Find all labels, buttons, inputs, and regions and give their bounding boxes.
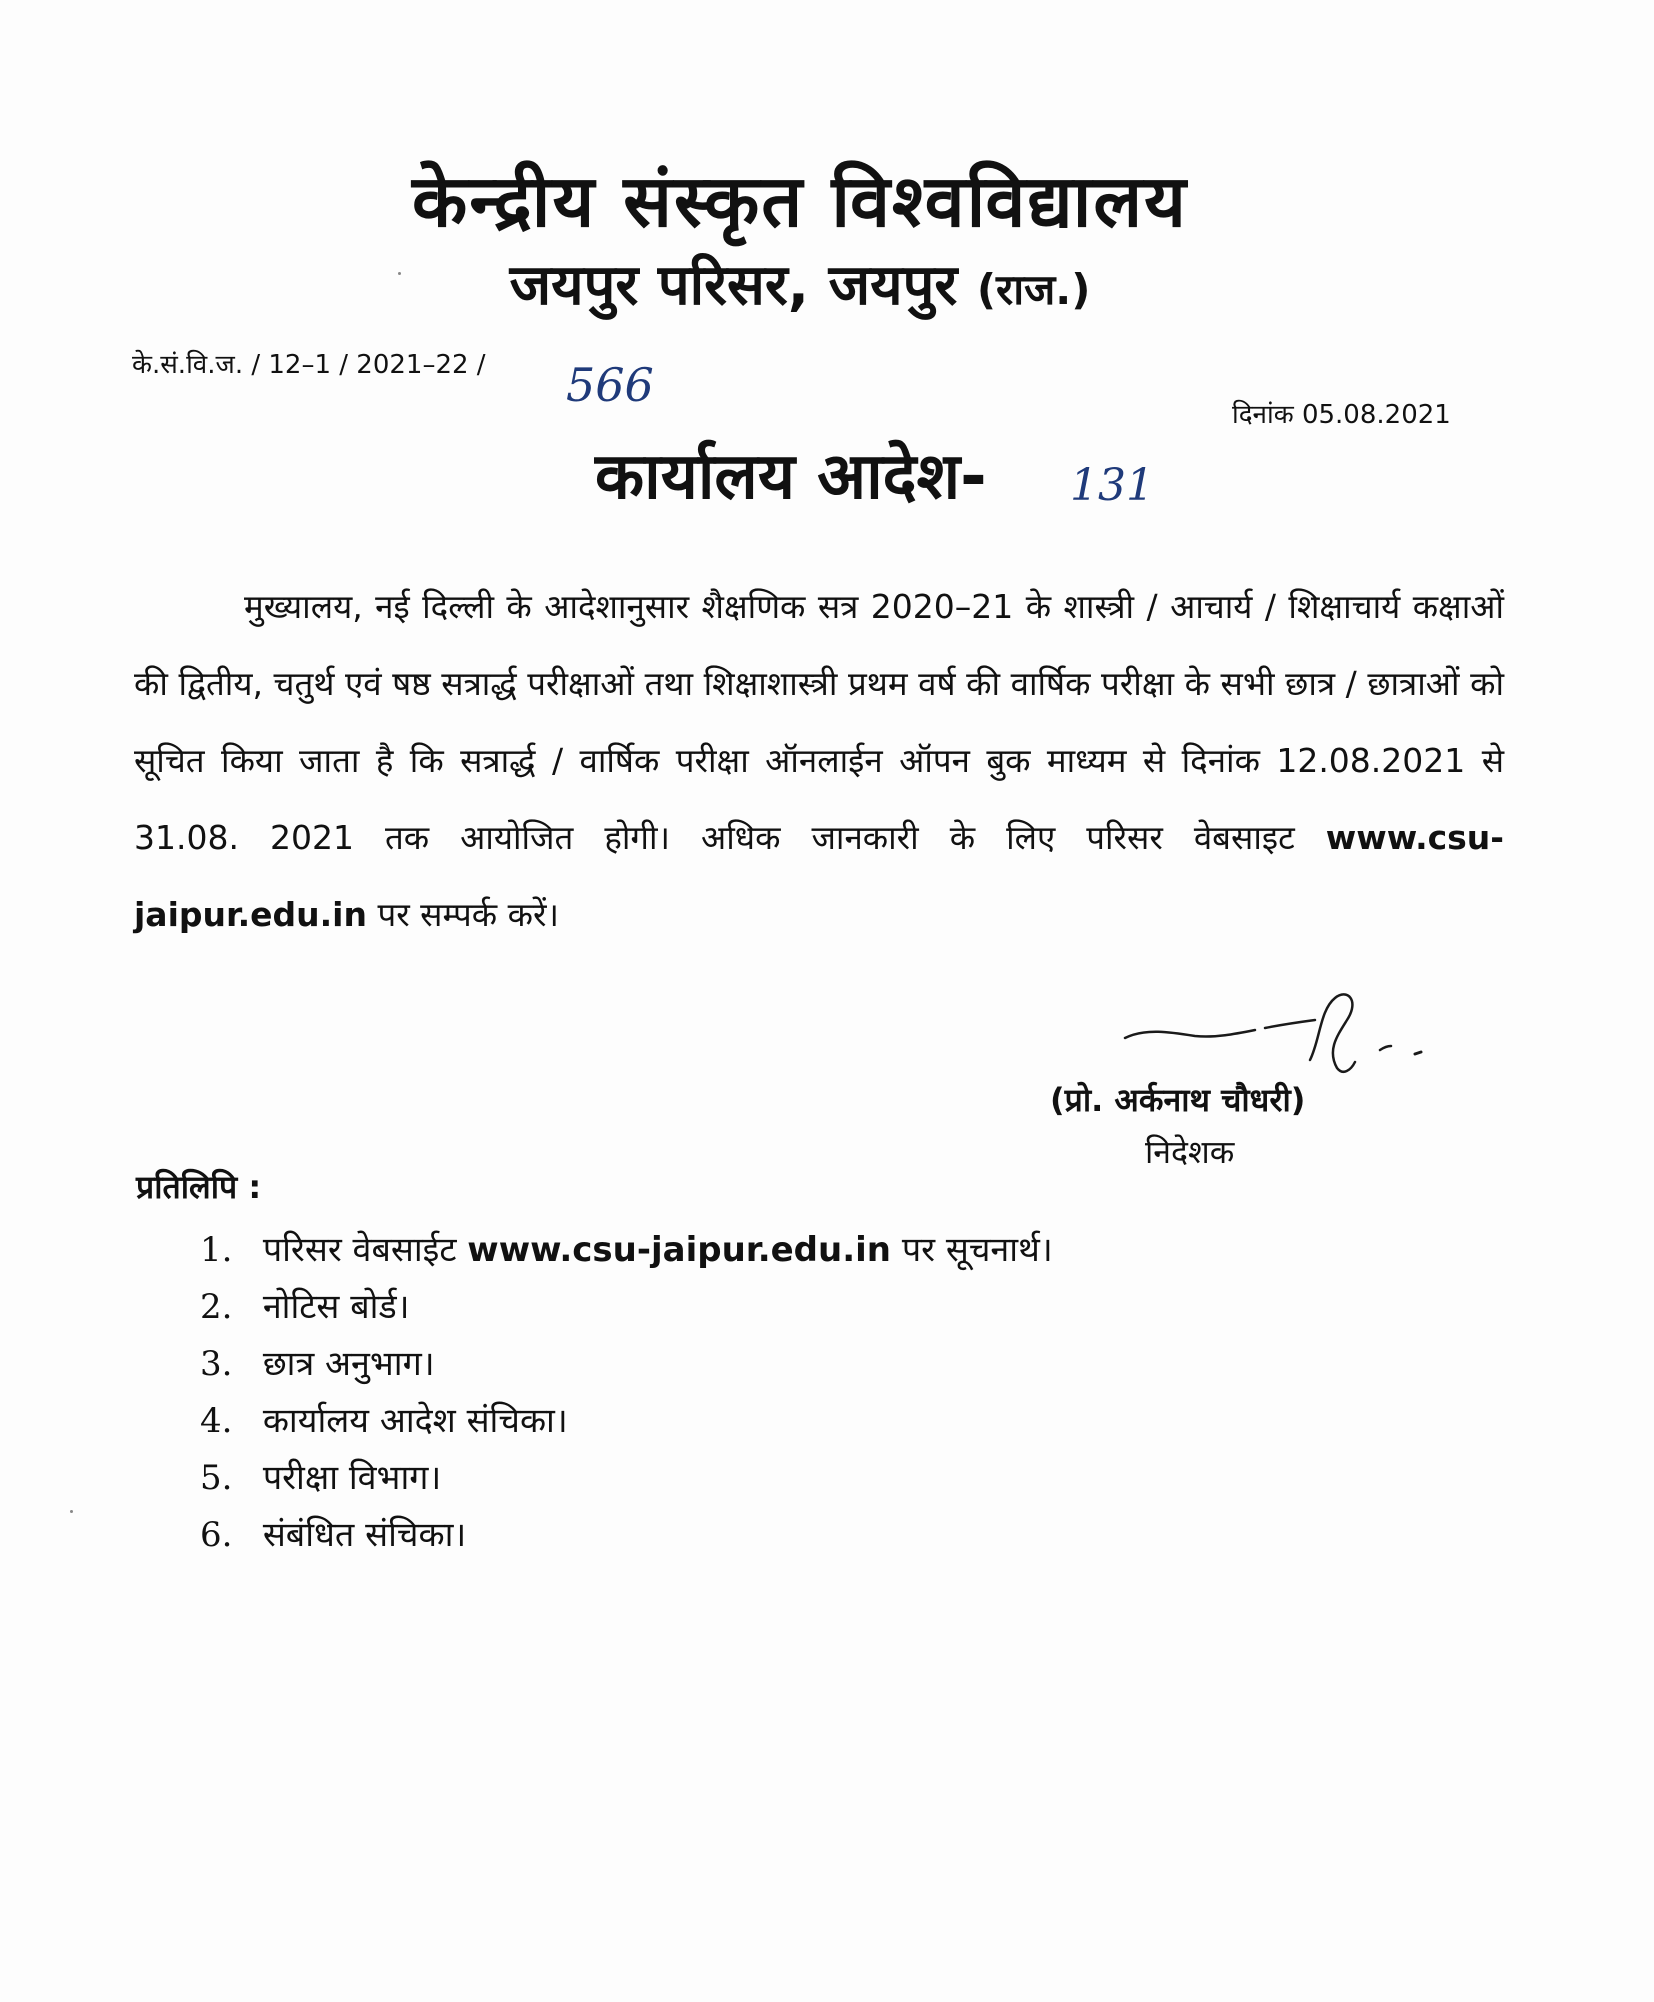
list-item-text: परीक्षा विभाग। — [262, 1458, 442, 1498]
office-order-heading: कार्यालय आदेश- — [595, 440, 987, 514]
list-item-text: कार्यालय आदेश संचिका। — [262, 1401, 568, 1441]
list-item — [200, 1222, 1053, 1279]
scan-speck — [70, 1510, 73, 1513]
campus-name: जयपुर परिसर, जयपुर — [509, 253, 958, 318]
date-label: दिनांक — [1232, 400, 1294, 430]
list-item-number: 2. — [200, 1287, 233, 1327]
list-item-text: संबंधित संचिका। — [262, 1515, 467, 1555]
copy-to-list — [200, 1222, 1053, 1564]
reference-handwritten-number: 566 — [566, 358, 654, 412]
campus-line — [300, 245, 1300, 321]
list-item-text: परिसर वेबसाईट — [262, 1230, 457, 1270]
list-item-text: छात्र अनुभाग। — [262, 1344, 435, 1384]
date-line — [1232, 395, 1451, 431]
list-item-number: 4. — [200, 1401, 233, 1441]
list-item-number: 3. — [200, 1344, 233, 1384]
date-value: 05.08.2021 — [1301, 400, 1451, 430]
office-order-handwritten-number: 131 — [1070, 460, 1154, 511]
university-name: केन्द्रीय संस्कृत विश्वविद्यालय — [412, 159, 1188, 243]
list-item — [200, 1279, 1053, 1336]
campus-state: (राज.) — [976, 265, 1091, 314]
order-body-paragraph — [134, 568, 1504, 953]
body-text-end: पर सम्पर्क करें। — [377, 895, 559, 934]
list-item-number: 1. — [200, 1230, 233, 1270]
list-item — [200, 1507, 1053, 1564]
list-item — [200, 1393, 1053, 1450]
reference-number: के.सं.वि.ज. / 12–1 / 2021–22 / — [132, 350, 486, 380]
list-item — [200, 1336, 1053, 1393]
list-item-text: नोटिस बोर्ड। — [262, 1287, 410, 1327]
body-text: मुख्यालय, नई दिल्ली के आदेशानुसार शैक्षणिक सत्र 2020–21 के शास्त्री / आचार्य / शिक्षाचार्य कक्षाओं की द्वितीय, चतुर्थ एवं षष्ठ सत्रार्द्ध परीक्षाओं तथा शिक्षाशास्त्री प्रथम वर्ष की वार्षिक परीक्षा के सभी छात्र / छात्राओं को सूचित किया जाता है कि सत्रार्द्ध / वार्षिक परीक्षा ऑनलाईन ऑपन बुक माध्यम से दिनांक 12.08.2021 से 31.08. 2021 तक आयोजित होगी। अधिक जानकारी के लिए परिसर वेबसाइट — [134, 587, 1504, 857]
signatory-name: (प्रो. अर्कनाथ चौधरी) — [1050, 1081, 1306, 1119]
list-item-number: 5. — [200, 1458, 233, 1498]
list-item-number: 6. — [200, 1515, 233, 1555]
scan-speck — [398, 272, 401, 275]
list-item — [200, 1450, 1053, 1507]
list-item-text-end: पर सूचनार्थ। — [901, 1230, 1053, 1270]
list-item-website: www.csu-jaipur.edu.in — [467, 1230, 891, 1270]
signatory-designation: निदेशक — [1145, 1133, 1235, 1171]
body-website-link: www.csu-jaipur.edu.in — [134, 818, 1504, 934]
copy-to-heading: प्रतिलिपि : — [136, 1168, 262, 1206]
signature-mark — [1115, 980, 1435, 1090]
